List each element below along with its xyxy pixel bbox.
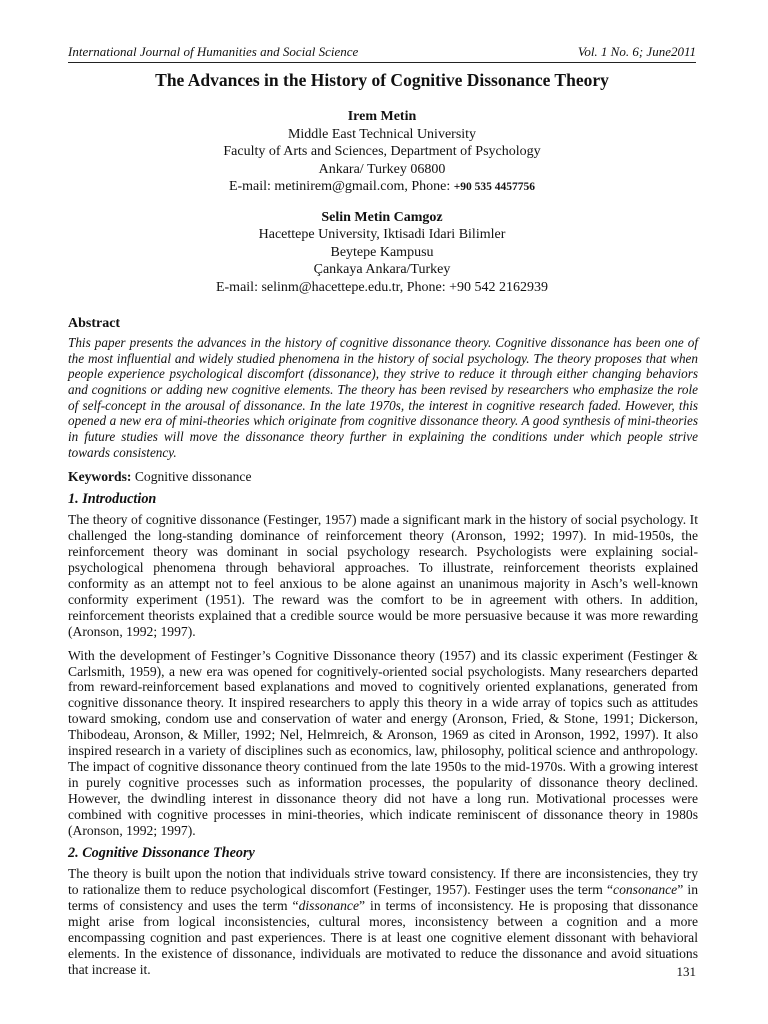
author2-name: Selin Metin Camgoz [321, 209, 443, 225]
keywords-line [68, 469, 698, 485]
abstract-text: This paper presents the advances in the history of cognitive dissonance theory. Cognitive dissonance has been one of the most influential and widely studied phenomena in the history of social psychology. The theory proposes that when people experience psychological discomfort (dissonance), they strive to reduce it through either changing behaviors and cognitions or adding new cognitive elements. The theory has been revised by researchers who emphasize the role of self-concept in the arousal of dissonance. In the late 1970s, the interest in cognitive research faded. However, this opened a new era of mini-theories which originate from cognitive dissonance theory. A good synthesis of mini-theories in future studies will move the dissonance theory further in explaining the conditions under which people strive towards consistency. [68, 334, 698, 460]
theory-text-c: ” in terms of inconsistency. He is proposing that dissonance might arise from logical inconsistencies, cultural mores, inconsistency between a cognition and a more encompassing cognition and past experiences. There is at least one cognitive element dissonant with behavioral elements. In the existence of dissonance, individuals are motivated to reduce the dissonance and avoid situations that increase it. [68, 898, 698, 977]
author2-affiliation-2: Beytepe Kampusu [330, 244, 434, 260]
author1-block [68, 108, 696, 197]
paper-body [68, 316, 698, 986]
running-header [68, 44, 696, 63]
theory-text-b: ” in terms of consistency and uses the term “ [68, 882, 698, 914]
paper-title: The Advances in the History of Cognitive Dissonance Theory [155, 70, 609, 90]
author1-affiliation-2: Faculty of Arts and Sciences, Department of Psychology [223, 144, 541, 159]
journal-name: International Journal of Humanities and Social Science [68, 44, 359, 59]
term-consonance: consonance [613, 882, 678, 898]
author1-contact [68, 178, 696, 197]
author2-address: Çankaya Ankara/Turkey [313, 262, 451, 277]
page-number: 131 [676, 964, 696, 979]
term-dissonance: dissonance [298, 898, 359, 914]
author1-affiliation-1: Middle East Technical University [287, 126, 477, 142]
keywords-value: Cognitive dissonance [131, 468, 252, 484]
section-heading-introduction: 1. Introduction [68, 491, 157, 508]
intro-paragraph-2: With the development of Festinger’s Cognitive Dissonance theory (1957) and its classic experiment (Festinger & Carlsmith, 1959), a new era was opened for cognitively-oriented social psychologists. Many researchers departed from reward-reinforcement based explanations and moved to cognitively oriented explanations, generated from cognitive dissonance theory. It inspired researchers to apply this theory in a wide array of topics such as attitudes toward smoking, condom use and conservation of water and energy (Aronson, Fried, & Stone, 1991; Dickerson, Thibodeau, Aronson, & Miller, 1992; Nel, Helmreich, & Aronson, 1969 as cited in Aronson, 1992, 1997). It also inspired research in a variety of disciplines such as economics, law, philosophy, political science and anthropology. The impact of cognitive dissonance theory continued from the late 1950s to the mid-1970s. With a growing interest in purely cognitive processes such as information processes, the popularity of dissonance theory declined. However, the dwindling interest in dissonance theory did not have a long run. Motivational processes were combined with cognitive processes in mini-theories, which indicate reminiscent of dissonance theory in 1980s (Aronson, 1992; 1997). [68, 647, 698, 838]
author2-affiliation-1: Hacettepe University, Iktisadi Idari Bilimler [258, 227, 506, 242]
author1-email: E-mail: metinirem@gmail.com, Phone: [228, 179, 454, 194]
author1-name: Irem Metin [347, 109, 417, 124]
author2-block [68, 209, 696, 297]
author2-contact: E-mail: selinm@hacettepe.edu.tr, Phone: +90 542 2162939 [215, 279, 549, 295]
section-heading-cognitive-dissonance: 2. Cognitive Dissonance Theory [68, 845, 255, 862]
volume-info: Vol. 1 No. 6; June2011 [577, 44, 696, 59]
theory-paragraph-1 [68, 866, 698, 977]
abstract-heading: Abstract [68, 316, 121, 331]
author1-phone: +90 535 4457756 [453, 181, 536, 193]
theory-text-a: The theory is built upon the notion that individuals strive toward consistency. If there are inconsistencies, they try to rationalize them to reduce psychological discomfort (Festinger, 1957). Festinger uses the term “ [68, 866, 698, 898]
intro-paragraph-1: The theory of cognitive dissonance (Festinger, 1957) made a significant mark in the history of social psychology. It challenged the long-standing dominance of reinforcement theory (Aronson, 1992; 1997). In mid-1950s, the reinforcement theory was dominant in social psychology research. Psychologists were explaining social-psychological phenomena through behavioral approaches. To illustrate, reinforcement theorists explained conformity as an attempt not to feel anxious to be alone against an unanimous majority in Asch’s well-known conformity experiment (1951). The reward was the comfort to be in agreement with others. In addition, reinforcement theorists explained that a credible source would be more persuasive because it was more rewarding (Aronson, 1992; 1997). [68, 512, 698, 639]
author1-address: Ankara/ Turkey 06800 [318, 161, 446, 177]
author-info [68, 108, 696, 296]
keywords-label: Keywords: [68, 468, 132, 484]
